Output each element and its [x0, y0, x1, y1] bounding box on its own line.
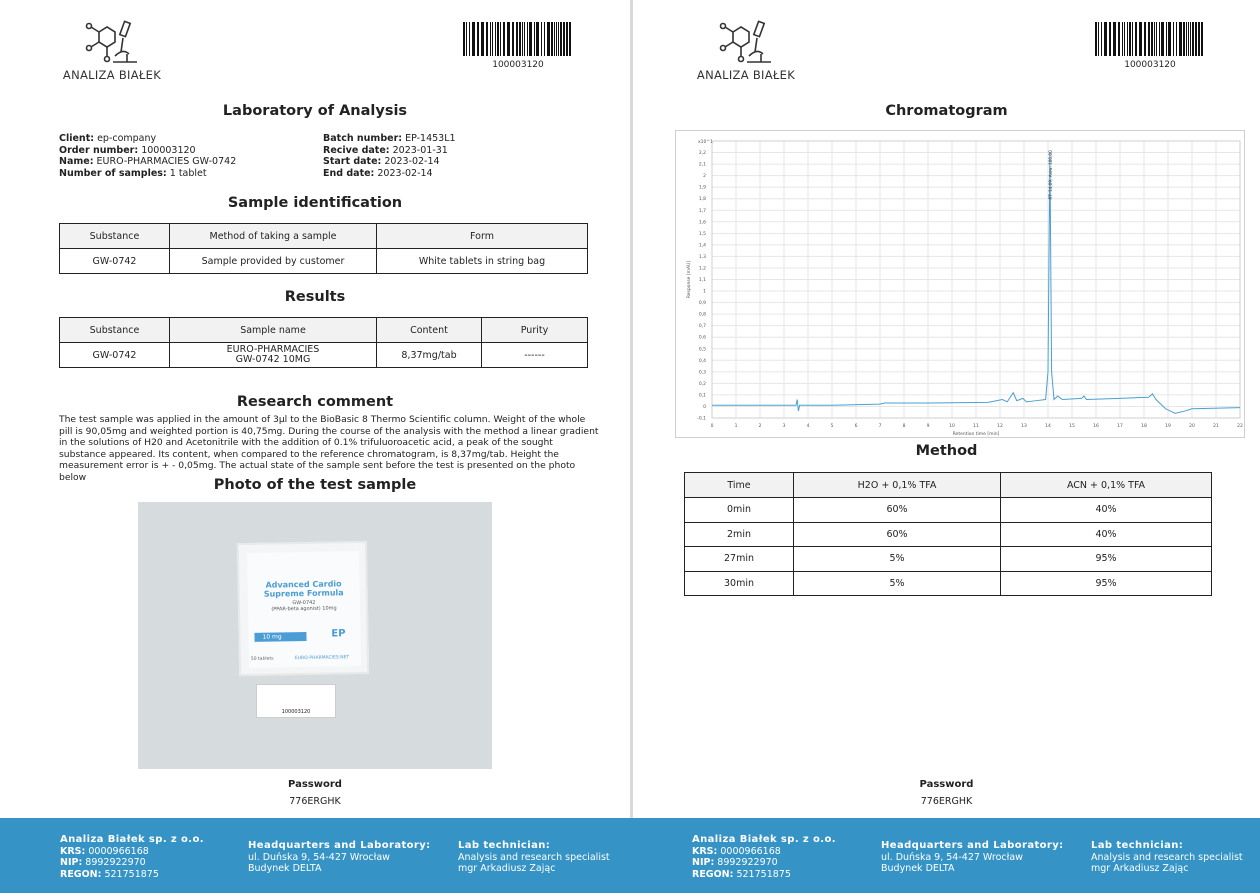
barcode-bar [1124, 22, 1125, 56]
method-table [684, 472, 1212, 596]
footer-company-left [60, 834, 204, 880]
x-tick-label: 19 [1165, 424, 1171, 429]
company-logo [52, 18, 172, 82]
y-tick-label: 1,1 [698, 278, 706, 283]
package-product-name: Advanced Cardio Supreme Formula [263, 579, 344, 599]
order-info-left [59, 133, 236, 179]
photo-title: Photo of the test sample [213, 477, 417, 493]
sample-barcode-bars [263, 689, 329, 707]
barcode-bar [1101, 22, 1102, 56]
barcode-bar [527, 22, 528, 56]
molecule-microscope-icon [77, 18, 147, 66]
x-tick-label: 18 [1141, 424, 1147, 429]
barcode-bar [1127, 22, 1128, 56]
barcode-bar [309, 689, 310, 707]
footer-tech-left [458, 840, 610, 875]
table-cell: 27min [685, 547, 794, 572]
footer-hq-line1: ul. Duńska 9, 54-427 Wrocław [881, 851, 1023, 863]
info-batch-number: Batch number: EP-1453L1 [323, 133, 456, 144]
x-tick-label: 10 [949, 424, 955, 429]
barcode [1095, 22, 1205, 70]
info-order-number: Order number: 100003120 [59, 144, 196, 156]
barcode-bar [1144, 22, 1146, 56]
footer-krs: KRS: 0000966168 [60, 845, 149, 857]
barcode-bar [1154, 22, 1155, 56]
barcode-bar [1190, 22, 1191, 56]
peak-label: RT: 14,09; Area: 100,00 [1047, 150, 1053, 200]
molecule-microscope-icon [711, 18, 781, 66]
info-recive-date: Recive date: 2023-01-31 [323, 144, 448, 156]
barcode-bar [1118, 22, 1120, 56]
table-cell: 5% [794, 547, 1001, 572]
barcode [463, 22, 573, 70]
footer-company-name: Analiza Białek sp. z o.o. [692, 834, 836, 845]
x-tick-label: 4 [806, 424, 810, 429]
barcode-bar [512, 22, 514, 56]
page-title: Laboratory of Analysis [222, 103, 408, 119]
results-table [59, 317, 588, 368]
column-header: Substance [60, 318, 170, 343]
barcode-bar [281, 689, 282, 707]
y-tick-label: 2,1 [698, 162, 706, 168]
column-header: Method of taking a sample [170, 224, 377, 249]
order-info-right [323, 133, 456, 179]
barcode-bar [263, 689, 264, 707]
table-row [685, 547, 1212, 572]
sample-barcode-label [256, 684, 336, 718]
table-cell: GW-0742 [60, 343, 170, 368]
y-multiplier: x10^1 [698, 140, 714, 145]
footer-hq-title: Headquarters and Laboratory: [881, 840, 1064, 851]
research-comment-title: Research comment [236, 394, 394, 410]
brand-name: ANALIZA BIAŁEK [696, 68, 796, 82]
barcode-bar [1173, 22, 1174, 56]
x-axis-label: Retention time [min] [952, 432, 1000, 437]
barcode-bar [274, 689, 275, 707]
x-tick-label: 17 [1117, 424, 1123, 429]
password-label: Password [288, 779, 342, 790]
barcode-bar [304, 689, 305, 707]
barcode-bar [519, 22, 521, 56]
x-tick-label: 9 [926, 424, 930, 429]
table-row [60, 249, 588, 274]
password-label: Password [919, 779, 974, 790]
y-tick-label: 0,6 [698, 335, 706, 341]
footer-tech-line1: Analysis and research specialist [458, 851, 610, 863]
barcode-bar [503, 22, 505, 56]
table-cell: 5% [794, 571, 1001, 596]
footer-nip: NIP: 8992922970 [692, 857, 778, 868]
y-axis-label: Response [mAU] [687, 260, 692, 299]
barcode-bar [551, 22, 554, 56]
y-tick-label: 0,7 [698, 324, 706, 330]
footer-regon: REGON: 521751875 [692, 868, 791, 880]
barcode-bar [278, 689, 280, 707]
barcode-bar [1156, 22, 1157, 56]
results-title: Results [284, 289, 346, 305]
barcode-bar [544, 22, 545, 56]
barcode-bar [1198, 22, 1200, 56]
barcode-bar [1151, 22, 1153, 56]
column-header: Form [377, 224, 588, 249]
barcode-bar [477, 22, 479, 56]
barcode-bar [524, 22, 525, 56]
sample-identification-table [59, 223, 588, 274]
company-logo [686, 18, 806, 82]
table-cell: 95% [1001, 547, 1212, 572]
test-sample-photo [138, 502, 492, 769]
barcode-bar [558, 22, 559, 56]
table-cell: 0min [685, 498, 794, 523]
y-tick-label: 0,4 [698, 358, 706, 364]
barcode-bar [466, 22, 467, 56]
sample-package [237, 541, 369, 676]
barcode-bar [1095, 22, 1097, 56]
table-header-row [60, 224, 588, 249]
chromatogram-chart [675, 130, 1245, 438]
barcode-bar [486, 22, 488, 56]
barcode-bar [1166, 22, 1167, 56]
footer-hq-line1: ul. Duńska 9, 54-427 Wrocław [248, 851, 390, 863]
table-row [685, 571, 1212, 596]
barcode-bar [463, 22, 465, 56]
barcode-number: 100003120 [492, 60, 544, 70]
package-substance: GW-0742 (PPAR-beta agonist) 10mg [271, 599, 337, 613]
barcode-bar [516, 22, 518, 56]
barcode-bar [313, 689, 314, 707]
table-cell-sample-name: EURO-PHARMACIES GW-0742 10MG [170, 343, 377, 368]
chromatogram-svg [676, 131, 1246, 439]
x-tick-label: 0 [710, 424, 714, 429]
barcode-bar [1098, 22, 1099, 56]
x-tick-label: 12 [997, 424, 1003, 429]
info-start-date: Start date: 2023-02-14 [323, 156, 440, 167]
footer-hq-left [248, 840, 431, 875]
footer-hq-line2: Budynek DELTA [881, 863, 955, 874]
x-tick-label: 11 [973, 424, 979, 429]
table-row [60, 343, 588, 368]
password-block [0, 779, 630, 807]
footer-regon: REGON: 521751875 [60, 868, 159, 880]
barcode-bar [556, 22, 557, 56]
y-tick-label: 1,4 [698, 243, 706, 249]
y-tick-label: 0,8 [698, 312, 706, 318]
barcode-bar [1201, 22, 1203, 56]
column-header: Purity [482, 318, 588, 343]
barcode-bar [1161, 22, 1164, 56]
table-cell: 2min [685, 522, 794, 547]
x-tick-label: 5 [830, 424, 834, 429]
barcode-bar [1176, 22, 1177, 56]
column-header: Time [685, 473, 794, 498]
package-site: EURO-PHARMACIES.NET [294, 655, 350, 662]
y-tick-label: 1 [703, 289, 706, 295]
sample-identification-title: Sample identification [227, 195, 403, 211]
table-cell: 40% [1001, 498, 1212, 523]
barcode-bar [492, 22, 493, 56]
table-cell: 95% [1001, 571, 1212, 596]
barcode-bar [1139, 22, 1142, 56]
info-number-of-samples: Number of samples: 1 tablet [59, 167, 207, 179]
column-header: Content [377, 318, 482, 343]
y-tick-label: 0,5 [698, 347, 706, 353]
y-tick-label: 0 [703, 404, 706, 410]
barcode-bar [1109, 22, 1111, 56]
barcode-bar [1186, 22, 1187, 56]
barcode-bars [463, 22, 573, 56]
package-dose: 10 mg [254, 632, 306, 642]
footer [0, 818, 1260, 893]
barcode-bar [469, 22, 470, 56]
barcode-bar [1168, 22, 1171, 56]
table-cell: 30min [685, 571, 794, 596]
barcode-bar [1179, 22, 1182, 56]
x-tick-label: 22 [1237, 424, 1243, 429]
barcode-bar [569, 22, 571, 56]
barcode-bar [290, 689, 291, 707]
info-client: Client: ep-company [59, 133, 157, 144]
barcode-bar [317, 689, 319, 707]
footer-company-name: Analiza Białek sp. z o.o. [60, 834, 204, 845]
password-value: 776ERGHK [289, 796, 341, 807]
x-tick-label: 6 [854, 424, 858, 429]
barcode-bar [507, 22, 510, 56]
y-tick-label: -0,1 [697, 416, 706, 422]
barcode-bar [300, 689, 302, 707]
barcode-bar [307, 689, 308, 707]
barcode-bar [292, 689, 293, 707]
barcode-bar [1113, 22, 1116, 56]
barcode-bar [323, 689, 325, 707]
barcode-bar [541, 22, 542, 56]
y-tick-label: 2 [703, 174, 706, 180]
footer-hq-right [881, 840, 1064, 875]
barcode-bar [285, 689, 286, 707]
password-value: 776ERGHK [920, 796, 973, 807]
barcode-bar [1188, 22, 1189, 56]
barcode-bar [490, 22, 491, 56]
table-cell: 8,37mg/tab [377, 343, 482, 368]
barcode-bar [547, 22, 550, 56]
barcode-bar [497, 22, 499, 56]
barcode-bar [1129, 22, 1131, 56]
x-tick-label: 7 [878, 424, 882, 429]
barcode-bar [1192, 22, 1194, 56]
barcode-bar [321, 689, 322, 707]
y-tick-label: 1,9 [698, 185, 706, 191]
barcode-bar [311, 689, 312, 707]
barcode-bar [265, 689, 266, 707]
barcode-bar [1104, 22, 1107, 56]
barcode-bar [1195, 22, 1197, 56]
barcode-number: 100003120 [1124, 60, 1176, 70]
barcode-bar [1135, 22, 1137, 56]
footer-tech-line2: mgr Arkadiusz Zając [458, 863, 556, 874]
y-tick-label: 0,3 [698, 370, 706, 376]
y-tick-label: 1,7 [698, 208, 706, 214]
barcode-bar [1132, 22, 1133, 56]
table-row [685, 498, 1212, 523]
y-tick-label: 1,8 [698, 197, 706, 203]
barcode-bars [1095, 22, 1205, 56]
table-cell: White tablets in string bag [377, 249, 588, 274]
info-name: Name: EURO-PHARMACIES GW-0742 [59, 156, 237, 167]
footer-krs: KRS: 0000966168 [692, 845, 781, 857]
chromatogram-title: Chromatogram [885, 103, 1008, 119]
password-block [633, 779, 1260, 807]
barcode-bar [1122, 22, 1123, 56]
barcode-bar [287, 689, 288, 707]
barcode-bar [296, 689, 297, 707]
barcode-bar [268, 689, 269, 707]
y-tick-label: 1,3 [698, 254, 706, 260]
barcode-bar [560, 22, 562, 56]
method-title: Method [915, 443, 978, 459]
x-tick-label: 8 [902, 424, 906, 429]
x-tick-label: 13 [1021, 424, 1027, 429]
package-label [247, 551, 361, 668]
research-comment-text: The test sample was applied in the amount of 3µl to the BioBasic 8 Thermo Scientific column. Weight of the whole pill is 90,05mg and weighted portion is 40,75mg. During the course of the analysis with the method a linear gradient in the solutions of H20 and Acetonitrile with the addition of 0.1% trifuluoroacetic acid, a peak of the sought substance appeared. Its content, when compared to the reference chromatogram, is 8,37mg/tab. Height the measurement error is + - 0,05mg. The actual state of the sample sent before the test is presented on the photo below [59, 414, 599, 483]
y-tick-label: 1,5 [698, 231, 706, 237]
y-tick-label: 1,2 [698, 266, 706, 272]
barcode-bar [495, 22, 496, 56]
footer-tech-title: Lab technician: [458, 840, 551, 851]
barcode-bar [472, 22, 475, 56]
table-header-row [685, 473, 1212, 498]
barcode-bar [270, 689, 272, 707]
sample-barcode-number: 100003120 [281, 709, 311, 715]
barcode-bar [294, 689, 295, 707]
barcode-bar [1148, 22, 1150, 56]
info-end-date: End date: 2023-02-14 [323, 167, 433, 179]
x-tick-label: 14 [1045, 424, 1051, 429]
x-tick-label: 1 [734, 424, 738, 429]
barcode-bar [554, 22, 555, 56]
barcode-bar [529, 22, 532, 56]
footer-company-right [692, 834, 836, 880]
table-header-row [60, 318, 588, 343]
footer-tech-title: Lab technician: [1091, 840, 1184, 851]
brand-name: ANALIZA BIAŁEK [62, 68, 162, 82]
report-page-right [633, 0, 1260, 893]
package-count: 50 tablets [250, 656, 274, 662]
footer-tech-line2: mgr Arkadiusz Zając [1091, 863, 1189, 874]
column-header: Substance [60, 224, 170, 249]
footer-nip: NIP: 8992922970 [60, 857, 146, 868]
y-tick-label: 2,2 [698, 151, 706, 157]
y-tick-label: 0,9 [698, 301, 706, 307]
barcode-bar [500, 22, 501, 56]
column-header: Sample name [170, 318, 377, 343]
barcode-bar [1183, 22, 1186, 56]
footer-tech-right [1091, 840, 1243, 875]
barcode-bar [315, 689, 316, 707]
barcode-bar [1159, 22, 1160, 56]
footer-hq-line2: Budynek DELTA [248, 863, 322, 874]
footer-hq-title: Headquarters and Laboratory: [248, 840, 431, 851]
x-tick-label: 16 [1093, 424, 1099, 429]
y-tick-label: 1,6 [698, 220, 706, 226]
barcode-bar [522, 22, 523, 56]
y-tick-label: 0,1 [698, 393, 706, 399]
table-cell: ------ [482, 343, 588, 368]
column-header: H2O + 0,1% TFA [794, 473, 1001, 498]
y-tick-label: 0,2 [698, 381, 706, 387]
ep-logo: EP [331, 628, 346, 640]
barcode-bar [326, 689, 327, 707]
x-tick-label: 2 [758, 424, 762, 429]
footer-tech-line1: Analysis and research specialist [1091, 851, 1243, 863]
table-cell: 60% [794, 522, 1001, 547]
x-tick-label: 15 [1069, 424, 1075, 429]
barcode-bar [536, 22, 539, 56]
column-header: ACN + 0,1% TFA [1001, 473, 1212, 498]
barcode-bar [481, 22, 484, 56]
table-cell: 60% [794, 498, 1001, 523]
table-row [685, 522, 1212, 547]
x-tick-label: 3 [782, 424, 786, 429]
x-tick-label: 20 [1189, 424, 1195, 429]
table-cell: 40% [1001, 522, 1212, 547]
table-cell: Sample provided by customer [170, 249, 377, 274]
barcode-bar [563, 22, 565, 56]
table-cell: GW-0742 [60, 249, 170, 274]
barcode-bar [566, 22, 568, 56]
x-tick-label: 21 [1213, 424, 1219, 429]
barcode-bar [534, 22, 535, 56]
